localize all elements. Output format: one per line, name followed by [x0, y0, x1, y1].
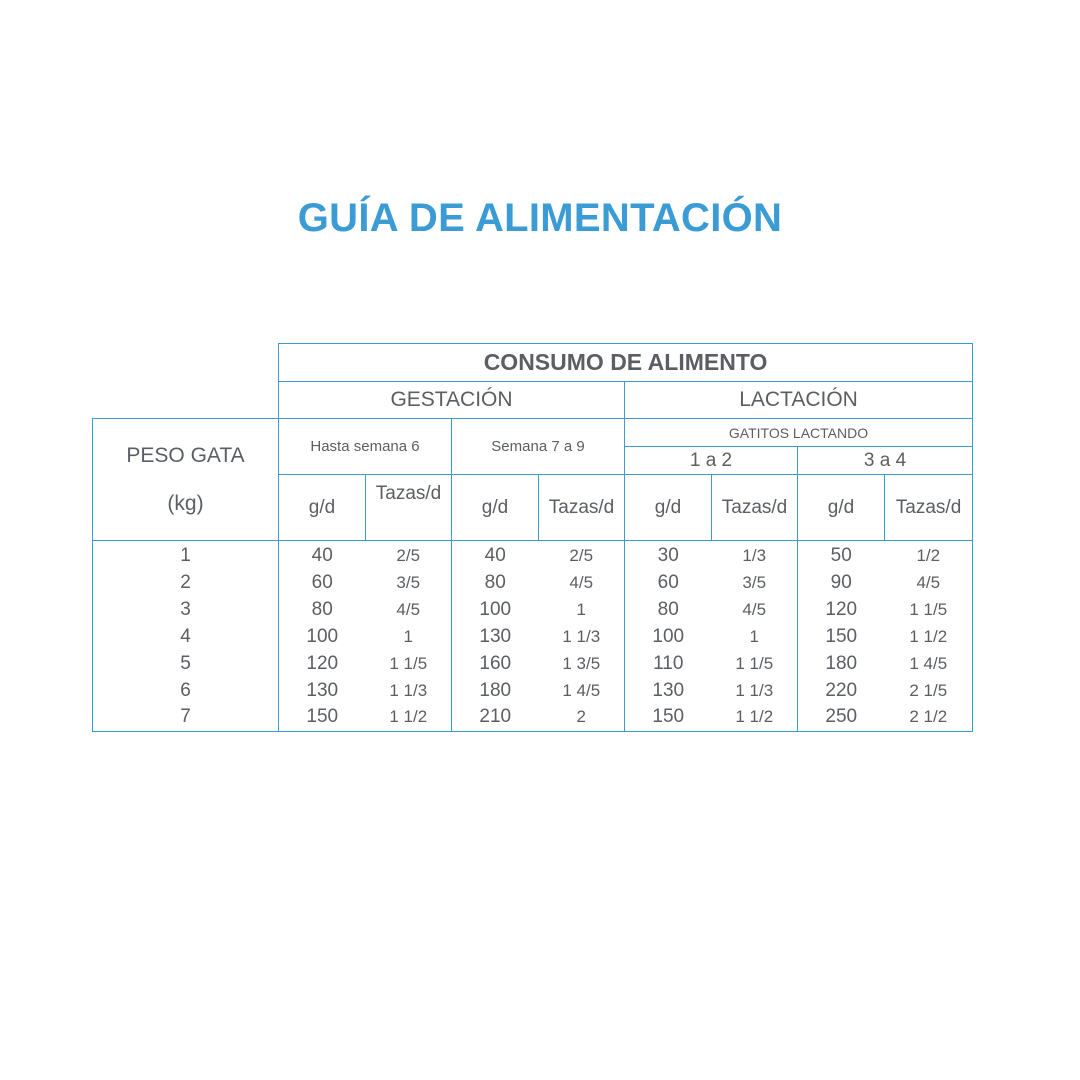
- table-cell: 150: [306, 706, 339, 728]
- table-cell: 2 1/5: [909, 680, 948, 700]
- table-cell: 1: [403, 626, 413, 646]
- table-cell: 80: [484, 571, 506, 593]
- table-cell: 1: [180, 545, 191, 566]
- table-cell: 40: [311, 545, 333, 566]
- weights-column: [93, 541, 279, 732]
- table-cell: 3/5: [742, 572, 767, 592]
- header-3-a-4: 3 a 4: [798, 447, 973, 475]
- table-cell: 1: [749, 626, 759, 646]
- table-cell: 6: [180, 679, 191, 701]
- table-cell: 1 1/5: [735, 653, 774, 673]
- col-gd: g/d: [279, 475, 366, 541]
- table-cell: 90: [830, 571, 852, 593]
- table-cell: 210: [479, 706, 512, 728]
- table-cell: 1 1/5: [909, 599, 948, 619]
- table-cell: 2: [180, 571, 191, 593]
- gest6-gd-column: [279, 541, 366, 732]
- table-cell: 150: [825, 625, 858, 647]
- table-cell: 3: [180, 598, 191, 620]
- table-cell: 110: [653, 652, 684, 674]
- table-cell: 80: [657, 598, 679, 620]
- table-cell: 50: [830, 545, 852, 566]
- table-cell: 1: [576, 599, 586, 619]
- table-cell: 1 3/5: [562, 653, 601, 673]
- feeding-table: [92, 343, 973, 732]
- table-cell: 1/3: [742, 546, 767, 565]
- lac12-tazas-column: [712, 541, 798, 732]
- table-cell: 2/5: [569, 546, 594, 565]
- gest6-tazas-column: [366, 541, 452, 732]
- col-tazas: Tazas/d: [366, 475, 452, 541]
- table-cell: 80: [311, 598, 333, 620]
- col-gd: g/d: [798, 475, 885, 541]
- header-hasta-semana-6: Hasta semana 6: [279, 419, 452, 475]
- lac34-gd-column: [798, 541, 885, 732]
- table-cell: 1 1/5: [389, 653, 428, 673]
- table-cell: 130: [652, 679, 685, 701]
- table-cell: 2: [576, 707, 586, 727]
- table-cell: 60: [657, 571, 679, 593]
- table-cell: 1 1/3: [389, 680, 428, 700]
- table-cell: 1 1/2: [735, 707, 774, 727]
- table-cell: 130: [306, 679, 339, 701]
- table-cell: 180: [825, 652, 858, 674]
- col-tazas: Tazas/d: [885, 475, 973, 541]
- header-gestacion: GESTACIÓN: [279, 382, 625, 419]
- gest79-tazas-column: [539, 541, 625, 732]
- table-cell: 220: [825, 679, 858, 701]
- col-gd: g/d: [452, 475, 539, 541]
- col-gd: g/d: [625, 475, 712, 541]
- table-cell: 40: [484, 545, 506, 566]
- table-cell: 1/2: [916, 546, 941, 565]
- table-cell: 60: [311, 571, 333, 593]
- table-cell: 1 1/2: [909, 626, 948, 646]
- table-cell: 1 1/2: [389, 707, 428, 727]
- header-1-a-2: 1 a 2: [625, 447, 798, 475]
- table-cell: 5: [180, 652, 191, 674]
- table-cell: 100: [306, 625, 339, 647]
- table-cell: 4/5: [742, 599, 767, 619]
- col-tazas: Tazas/d: [539, 475, 625, 541]
- page-title: GUÍA DE ALIMENTACIÓN: [297, 196, 783, 240]
- header-lactacion: LACTACIÓN: [625, 382, 973, 419]
- table-cell: 100: [652, 625, 685, 647]
- header-semana-7-9: Semana 7 a 9: [452, 419, 625, 475]
- table-cell: 1 1/3: [735, 680, 774, 700]
- header-gatitos-lactando: GATITOS LACTANDO: [625, 419, 973, 447]
- table-cell: 3/5: [396, 572, 421, 592]
- table-cell: 1 1/3: [562, 626, 601, 646]
- table-cell: 4/5: [396, 599, 421, 619]
- lac34-tazas-column: [885, 541, 973, 732]
- table-cell: 250: [825, 706, 858, 728]
- lac12-gd-column: [625, 541, 712, 732]
- table-cell: 120: [825, 598, 858, 620]
- col-tazas: Tazas/d: [712, 475, 798, 541]
- header-peso-gata: [93, 419, 279, 541]
- table-cell: 130: [479, 625, 512, 647]
- table-cell: 1 4/5: [909, 653, 948, 673]
- table-cell: 2 1/2: [909, 707, 948, 727]
- table-cell: 4/5: [569, 572, 594, 592]
- table-cell: 4/5: [916, 572, 941, 592]
- header-consumo: CONSUMO DE ALIMENTO: [279, 344, 973, 382]
- table-cell: 30: [657, 545, 679, 566]
- peso-gata-label: PESO GATA: [126, 443, 245, 467]
- table-cell: 1 4/5: [562, 680, 601, 700]
- table-cell: 100: [479, 598, 512, 620]
- gest79-gd-column: [452, 541, 539, 732]
- table-cell: 2/5: [396, 546, 421, 565]
- table-cell: 180: [479, 679, 512, 701]
- table-cell: 150: [652, 706, 685, 728]
- kg-label: (kg): [167, 491, 204, 515]
- table-cell: 120: [306, 652, 339, 674]
- table-cell: 7: [180, 706, 191, 728]
- table-cell: 160: [479, 652, 512, 674]
- table-cell: 4: [180, 625, 191, 647]
